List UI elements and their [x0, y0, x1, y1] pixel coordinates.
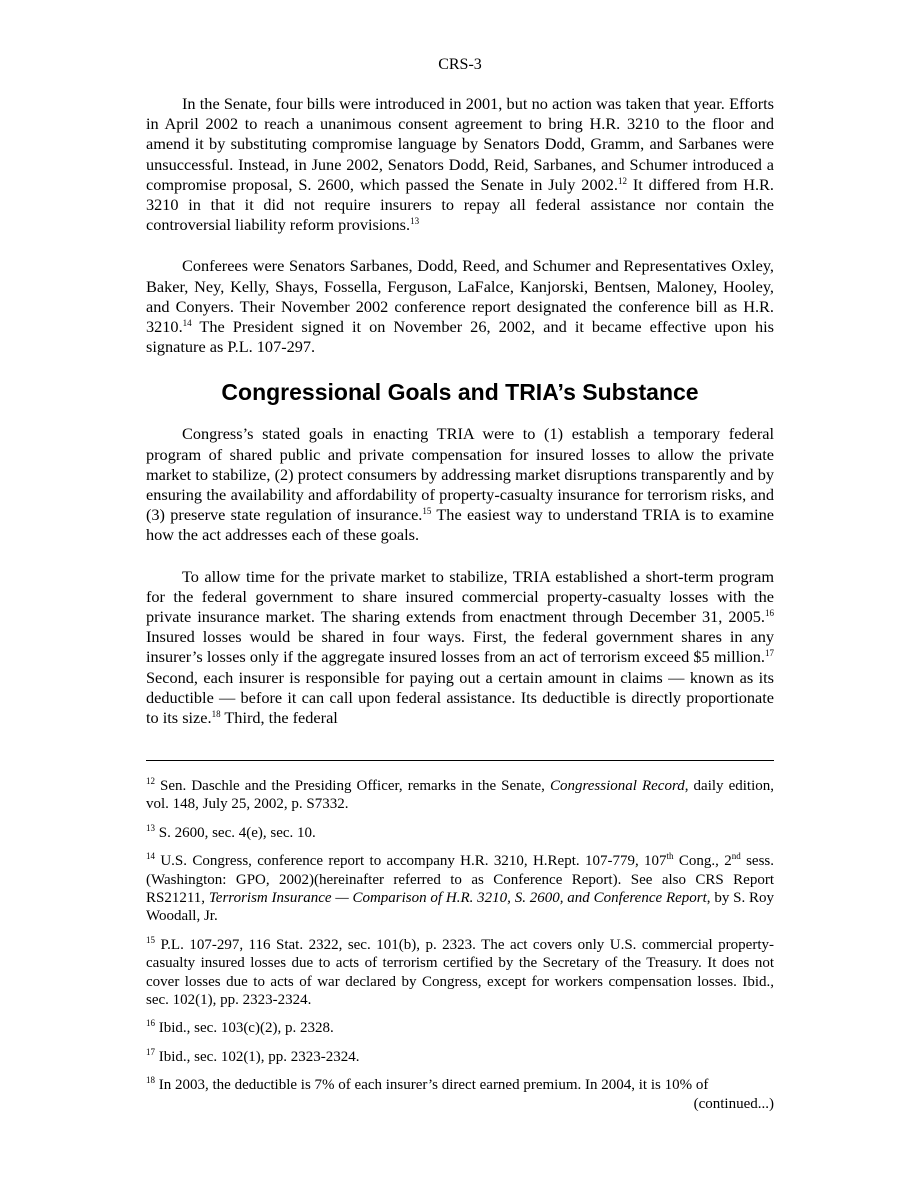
paragraph-senate-bills: In the Senate, four bills were introduced in 2001, but no action was taken that year. Efforts in April 2002 to reach a unanimous consent agreement to bring H.R. 3210 to the floor and amend it by substituting compromise language by Senators Dodd, Gramm, and Sarbanes were unsuccessful. Instead, in June 2002, Senators Dodd, Reid, Sarbanes, and Schumer introduced a compromise proposal, S. 2600, which passed the Senate in July 2002.12 It differed from H.R. 3210 in that it did not require insurers to repay all federal assistance nor contain the controversial liability reform provisions.$^{13}$	[146, 94, 774, 235]
paragraph-congress-goals: Congress’s stated goals in enacting TRIA were to (1) establish a temporary federal program of shared public and private compensation for insured losses to allow the private market to stabilize, (2) protect consumers by addressing market disruptions transparently and by ensuring the availability and affordability of property-casualty insurance for terrorism risks, and (3) preserve state regulation of insurance.$^{15}$ The easiest way to understand TRIA is to examine how the act addresses each of these goals.	[146, 424, 774, 545]
footnote-12: $^{12}$ Sen. Daschle and the Presiding Officer, remarks in the Senate, Congressional Record, daily edition, vol. 148, July 25, 2002, p. S7332.	[146, 776, 774, 813]
section-heading: Congressional Goals and TRIA’s Substance	[221, 379, 699, 406]
footnote-ref-16[interactable]: 16	[765, 608, 774, 619]
footnote-14: $^{14}$ U.S. Congress, conference report to accompany H.R. 3210, H.Rept. 107-779, 107th Cong., 2nd sess. (Washington: GPO, 2002)(hereinafter referred to as Conference Report). See also CRS Report RS21211, Terrorism Insurance — Comparison of H.R. 3210, S. 2600, and Conference Report, by S. Roy Woodall, Jr.	[146, 851, 775, 925]
main-body	[146, 94, 774, 749]
footnote-ref-18[interactable]: 18	[211, 709, 221, 720]
page-number-header: CRS-3	[438, 56, 482, 73]
footnote-16: $^{16}$ Ibid., sec. 103(c)(2), p. 2328.	[146, 1018, 334, 1037]
footnote-18: $^{18}$ In 2003, the deductible is 7% of each insurer’s direct earned premium. In 2004, it is 10% of (continued...)	[146, 1075, 774, 1112]
footnote-ref-13[interactable]: 13	[410, 216, 420, 227]
footnote-13: $^{13}$ S. 2600, sec. 4(e), sec. 10.	[146, 822, 316, 841]
footnote-ref-17[interactable]: 17	[765, 648, 774, 659]
footnotes-section	[146, 777, 774, 1123]
paragraph-conferees: Conferees were Senators Sarbanes, Dodd, Reed, and Schumer and Representatives Oxley, Baker, Ney, Kelly, Shays, Fossella, Ferguson, LaFalce, Kanjorski, Bentsen, Maloney, Hooley, and Conyers. Their November 2002 conference report designated the conference bill as H.R. 3210.14 The President signed it on November 26, 2002, and it became effective upon his signature as P.L. 107-297.	[146, 256, 774, 357]
continued-marker: (continued...)	[693, 1095, 774, 1112]
footnote-15: $^{15}$ P.L. 107-297, 116 Stat. 2322, sec. 101(b), p. 2323. The act covers only U.S. commercial property-casualty insured losses due to acts of terrorism certified by the Secretary of the Treasury. It does not cover losses due to acts of war declared by Congress, except for workers compensation losses. Ibid., sec. 102(1), pp. 2323-2324.	[146, 934, 774, 1009]
paragraph-loss-sharing: To allow time for the private market to stabilize, TRIA established a short-term program for the federal government to share insured commercial property-casualty losses with the private insurance market. The sharing extends from enactment through December 31, 2005.16 Insured losses would be shared in four ways. First, the federal government shares in any insurer’s losses only if the aggregate insured losses from an act of terrorism exceed $5 million.$^{17}$ Second, each insurer is responsible for paying out a certain amount in claims — known as its deductible — before it can call upon federal assistance. Its deductible is directly proportionate to its size.$^{18}$ Third, the federal	[146, 566, 774, 728]
footnote-divider	[146, 760, 774, 761]
footnote-17: $^{17}$ Ibid., sec. 102(1), pp. 2323-2324.	[146, 1046, 360, 1065]
footnote-ref-15[interactable]: 15	[422, 506, 432, 517]
footnote-ref-12[interactable]: 12	[617, 175, 627, 186]
footnote-ref-14[interactable]: 14	[182, 318, 192, 329]
